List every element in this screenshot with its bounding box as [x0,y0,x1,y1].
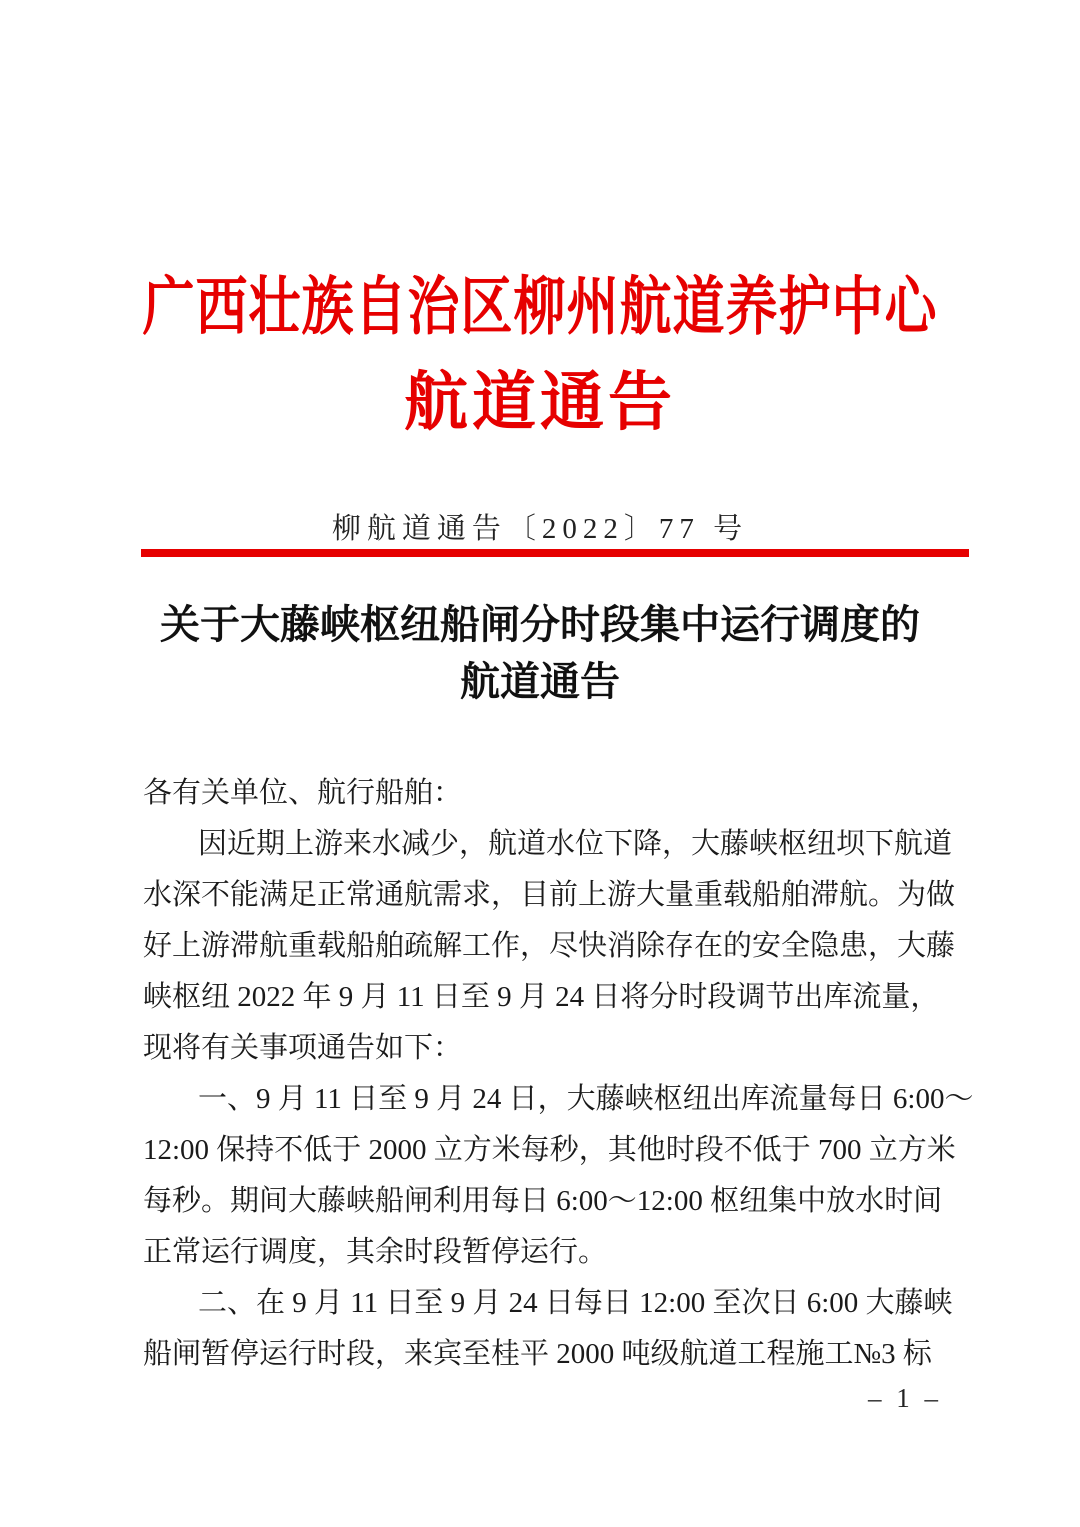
body-line: 每秒。期间大藤峡船闸利用每日 6:00～12:00 枢纽集中放水时间 [143,1185,943,1217]
body-line: 水深不能满足正常通航需求，目前上游大量重载船舶滞航。为做 [143,879,956,911]
page-number: – 1 – [868,1383,942,1413]
body-line: 现将有关事项通告如下： [143,1032,463,1064]
subject-title-line1: 关于大藤峡枢纽船闸分时段集中运行调度的 [160,602,920,647]
subject-title [0,596,1080,710]
body-line: 二、在 9 月 11 日至 9 月 24 日每日 12:00 至次日 6:00 大藤峡 [198,1287,953,1319]
salutation: 各有关单位、航行船舶： [143,777,463,809]
body-line: 好上游滞航重载船舶疏解工作，尽快消除存在的安全隐患，大藤 [143,930,956,962]
body-line: 正常运行调度，其余时段暂停运行。 [143,1236,608,1268]
body-line: 峡枢纽 2022 年 9 月 11 日至 9 月 24 日将分时段调节出库流量， [143,981,940,1013]
body-line: 一、9 月 11 日至 9 月 24 日，大藤峡枢纽出库流量每日 6:00～ [198,1083,974,1115]
body-lines [143,819,974,1380]
notice-type-title: 航道通告 [404,367,676,438]
body-line: 船闸暂停运行时段，来宾至桂平 2000 吨级航道工程施工№3 标 [143,1338,932,1370]
body-line: 12:00 保持不低于 2000 立方米每秒，其他时段不低于 700 立方米 [143,1134,956,1166]
subject-title-line2: 航道通告 [460,659,620,704]
red-divider-rule [141,549,969,557]
doc-number: 柳航道通告〔2022〕77 号 [331,513,749,545]
body-line: 因近期上游来水减少，航道水位下降，大藤峡枢纽坝下航道 [198,828,953,860]
notice-body [143,768,974,1380]
org-title: 广西壮族自治区柳州航道养护中心 [142,273,938,344]
